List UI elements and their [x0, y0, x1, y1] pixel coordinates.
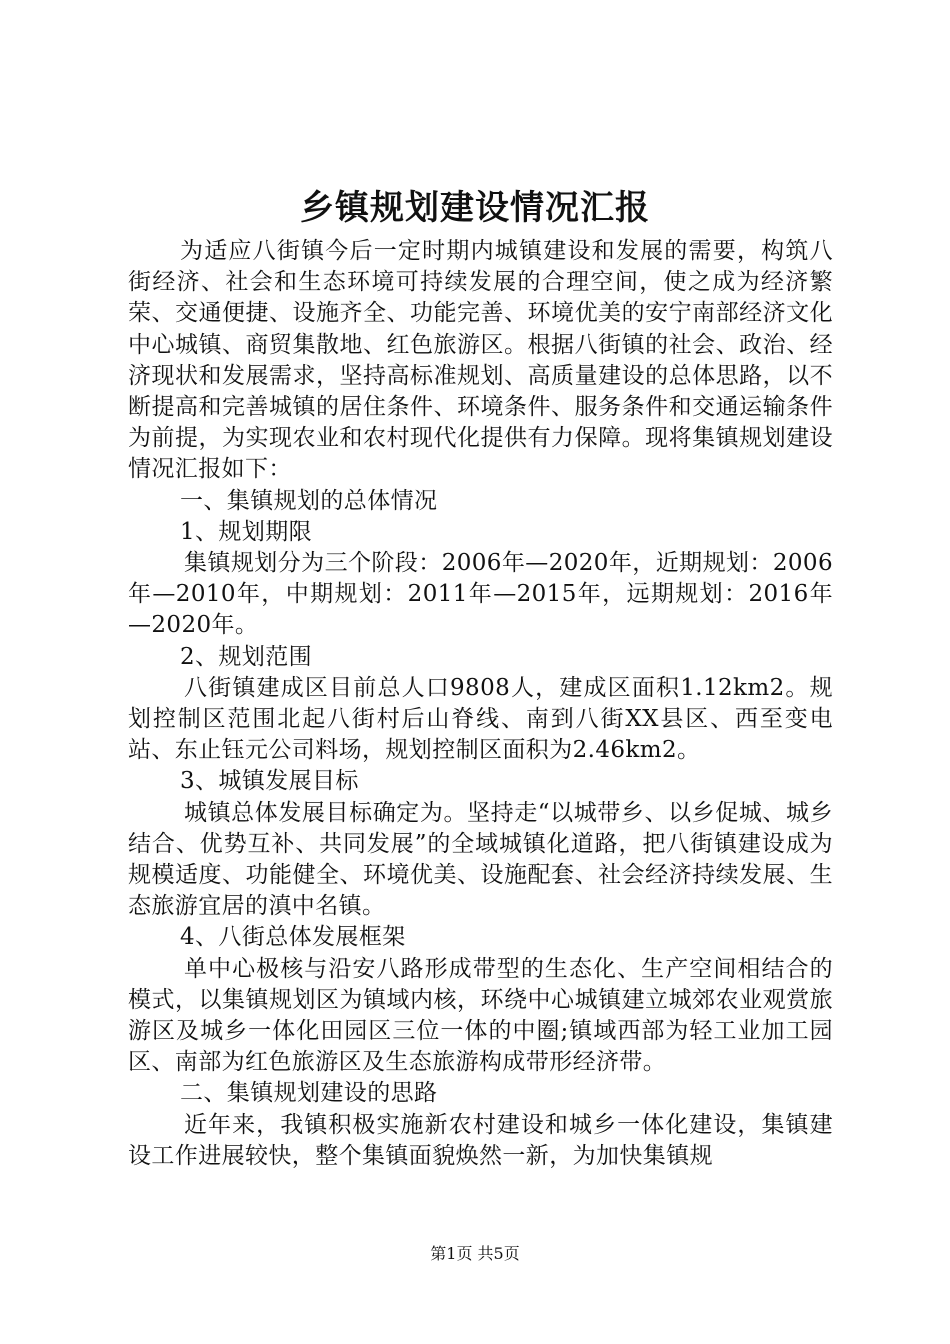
page-number: 第1页 共5页: [430, 1244, 520, 1263]
intro-paragraph: 为适应八街镇今后一定时期内城镇建设和发展的需要，构筑八街经济、社会和生态环境可持续发展的合理空间，使之成为经济繁荣、交通便捷、设施齐全、功能完善、环境优美的安宁南部经济文化中心城镇、商贸集散地、红色旅游区。根据八街镇的社会、政治、经济现状和发展需求，坚持高标准规划、高质量建设的总体思路，以不断提高和完善城镇的居住条件、环境条件、服务条件和交通运输条件为前提，为实现农业和农村现代化提供有力保障。现将集镇规划建设情况汇报如下：: [128, 238, 833, 483]
paragraph-development-goal: 城镇总体发展目标确定为。坚持走“以城带乡、以乡促城、城乡结合、优势互补、共同发展”的全域城镇化道路，把八街镇建设成为规模适度、功能健全、环境优美、设施配套、社会经济持续发展、生态旅游宜居的滇中名镇。: [128, 799, 833, 920]
document-title: 乡镇规划建设情况汇报: [300, 188, 650, 228]
subheading-planning-period: 1、规划期限: [180, 518, 313, 545]
section-heading-1: 一、集镇规划的总体情况: [180, 487, 438, 514]
subheading-development-goal: 3、城镇发展目标: [180, 768, 359, 795]
paragraph-development-framework: 单中心极核与沿安八路形成带型的生态化、生产空间相结合的模式，以集镇规划区为镇域内核，环绕中心城镇建立城郊农业观赏旅游区及城乡一体化田园区三位一体的中圈;镇域西部为轻工业加工园区、南部为红色旅游区及生态旅游构成带形经济带。: [128, 955, 833, 1076]
paragraph-planning-period: 集镇规划分为三个阶段：2006年—2020年，近期规划：2006年—2010年，中期规划：2011年—2015年，远期规划：2016年—2020年。: [128, 550, 833, 639]
paragraph-construction-approach: 近年来，我镇积极实施新农村建设和城乡一体化建设，集镇建设工作进展较快，整个集镇面貌焕然一新，为加快集镇规: [128, 1111, 833, 1169]
subheading-planning-scope: 2、规划范围: [180, 643, 313, 670]
subheading-development-framework: 4、八街总体发展框架: [180, 924, 406, 951]
document-body: [128, 236, 833, 1172]
paragraph-planning-scope: 八街镇建成区目前总人口9808人，建成区面积1.12km2。规划控制区范围北起八街村后山脊线、南到八街XX县区、西至变电站、东止钰元公司料场，规划控制区面积为2.46km2。: [128, 674, 833, 764]
section-heading-2: 二、集镇规划建设的思路: [180, 1080, 438, 1107]
